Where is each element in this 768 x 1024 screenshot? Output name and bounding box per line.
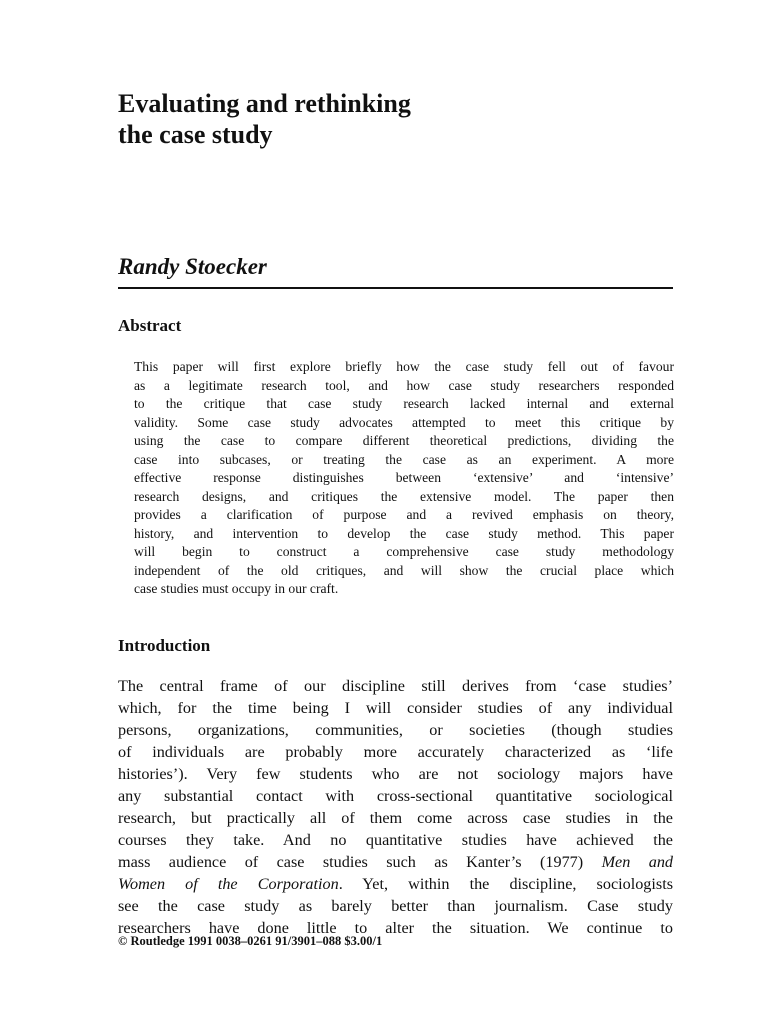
paper-title [118,88,678,150]
abstract-line: research designs, and critiques the extensive model. The paper then [134,488,674,504]
body-text-segment: . Yet, within the discipline, sociologists [338,875,673,893]
abstract-heading: Abstract [118,316,182,335]
book-title-segment: Women of the Corporation [118,875,339,893]
title-line-1: Evaluating and rethinking [118,89,411,118]
body-line: courses they take. And no quantitative studies have achieved the [118,831,673,849]
abstract-line: effective response distinguishes between ‘extensive’ and ‘intensive’ [134,470,674,485]
abstract-line: using the case to compare different theoretical predictions, dividing the [134,433,674,448]
abstract-line: provides a clarification of purpose and a revived emphasis on theory, [134,507,674,522]
body-line: histories’). Very few students who are not sociology majors have [118,765,673,783]
author-name: Randy Stoecker [118,254,267,279]
abstract-line: case studies must occupy in our craft. [134,581,339,596]
abstract-line: as a legitimate research tool, and how case study researchers responded [134,377,674,393]
abstract-line: independent of the old critiques, and will show the crucial place which [134,562,674,578]
body-line: which, for the time being I will consider studies of any individual [118,699,673,717]
body-line: see the case study as barely better than journalism. Case study [118,897,673,915]
abstract-text [134,358,674,599]
body-line: The central frame of our discipline still derives from ‘case studies’ [118,677,673,695]
body-line: persons, organizations, communities, or societies (though studies [118,721,673,739]
title-line-2: the case study [118,120,273,149]
title-divider [118,287,673,289]
body-line: any substantial contact with cross-sectional quantitative sociological [118,787,673,805]
copyright-footer: © Routledge 1991 0038–0261 91/3901–088 $3.00/1 [118,934,383,948]
body-line: researchers have done little to alter the situation. We continue to [118,919,673,937]
abstract-line: validity. Some case study advocates attempted to meet this critique by [134,414,674,430]
body-line: research, but practically all of them come across case studies in the [118,809,673,827]
abstract-line: case into subcases, or treating the case as an experiment. A more [134,451,674,467]
body-line: of individuals are probably more accurately characterized as ‘life [118,743,673,761]
introduction-text [118,675,673,939]
body-text-segment: mass audience of case studies such as Kanter’s (1977) [118,853,602,871]
abstract-line: history, and intervention to develop the case study method. This paper [134,525,674,541]
abstract-line: will begin to construct a comprehensive case study methodology [134,544,674,559]
body-line [118,851,673,873]
abstract-line: to the critique that case study research lacked internal and external [134,396,674,411]
book-title-segment: Men and [601,853,674,871]
body-line [118,873,673,895]
abstract-line: This paper will first explore briefly how the case study fell out of favour [134,359,674,374]
introduction-heading: Introduction [118,636,211,655]
